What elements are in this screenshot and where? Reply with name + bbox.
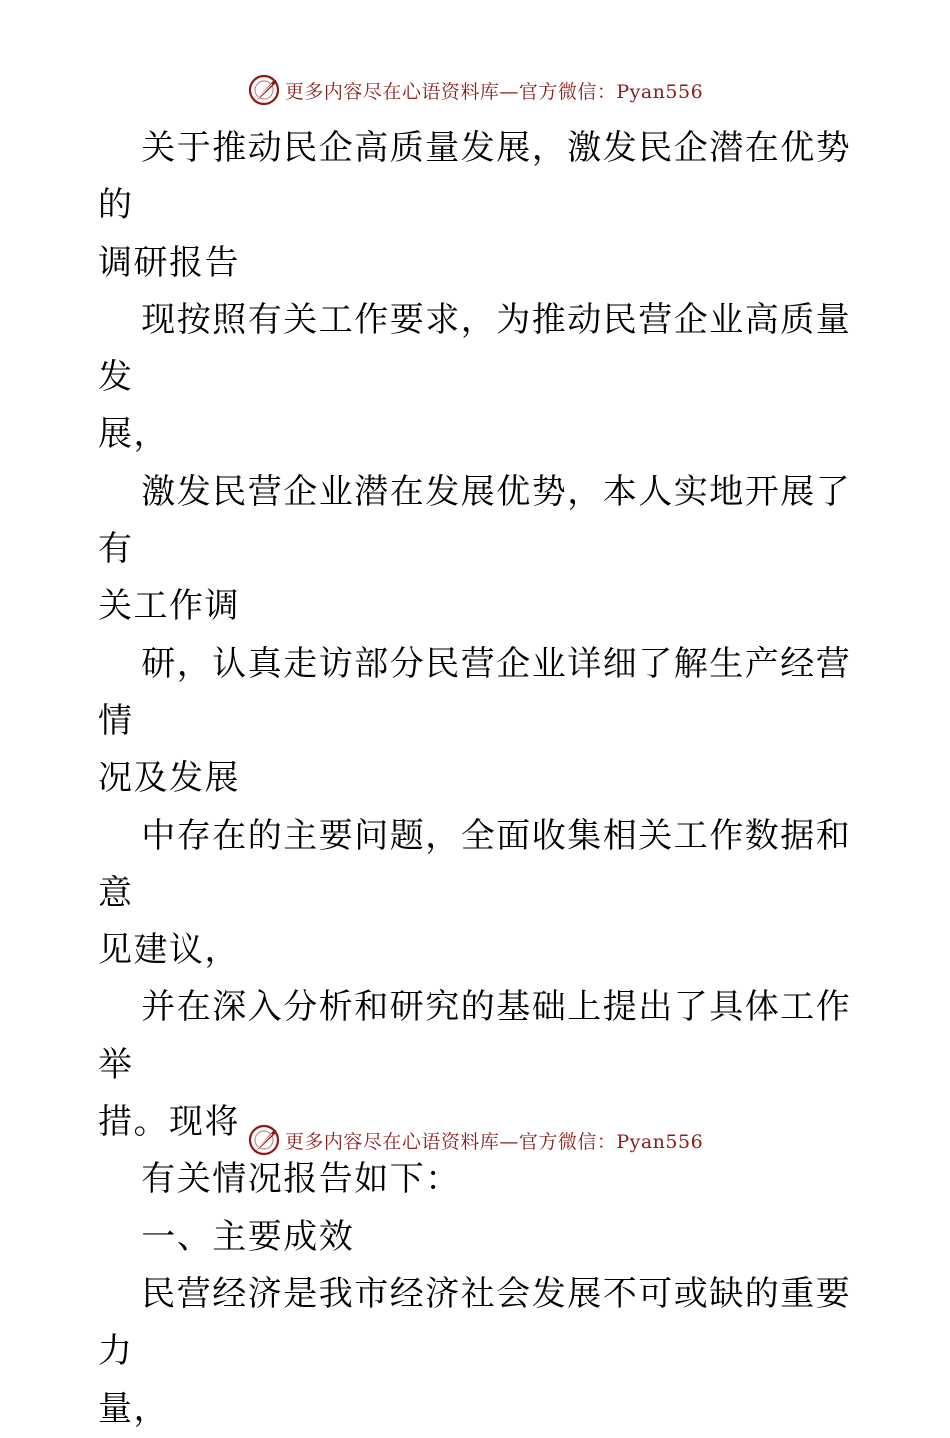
paragraph: 有关情况报告如下： [141,1159,461,1200]
paragraph: 现按照有关工作要求，为推动民营企业高质量发 展， [98,299,852,455]
wechat-id: Pyan556 [616,1130,704,1153]
paragraph: 民营经济是我市经济社会发展不可或缺的重要力 量， [98,1273,852,1429]
document-title: 关于推动民企高质量发展，激发民企潜在优势的 调研报告 [98,128,852,283]
footer-watermark-text: 更多内容尽在心语资料库—官方微信：Pyan556 [284,1130,704,1153]
document-body [98,120,858,1438]
paragraph: 并在深入分析和研究的基础上提出了具体工作举 措。现将 [98,987,852,1143]
header-watermark [0,70,950,110]
paragraph: 中存在的主要问题，全面收集相关工作数据和意 见建议， [98,815,852,971]
footer-watermark [0,1120,950,1160]
header-watermark-text: 更多内容尽在心语资料库—官方微信：Pyan556 [284,80,704,103]
paragraph: 激发民营企业潜在发展优势，本人实地开展了有 关工作调 [98,471,852,627]
feather-circle-logo-icon [247,73,281,107]
wechat-id: Pyan556 [616,80,704,103]
paragraph: 研，认真走访部分民营企业详细了解生产经营情 况及发展 [98,643,852,799]
section-heading: 一、主要成效 [141,1216,355,1257]
feather-circle-logo-icon [247,1123,281,1157]
